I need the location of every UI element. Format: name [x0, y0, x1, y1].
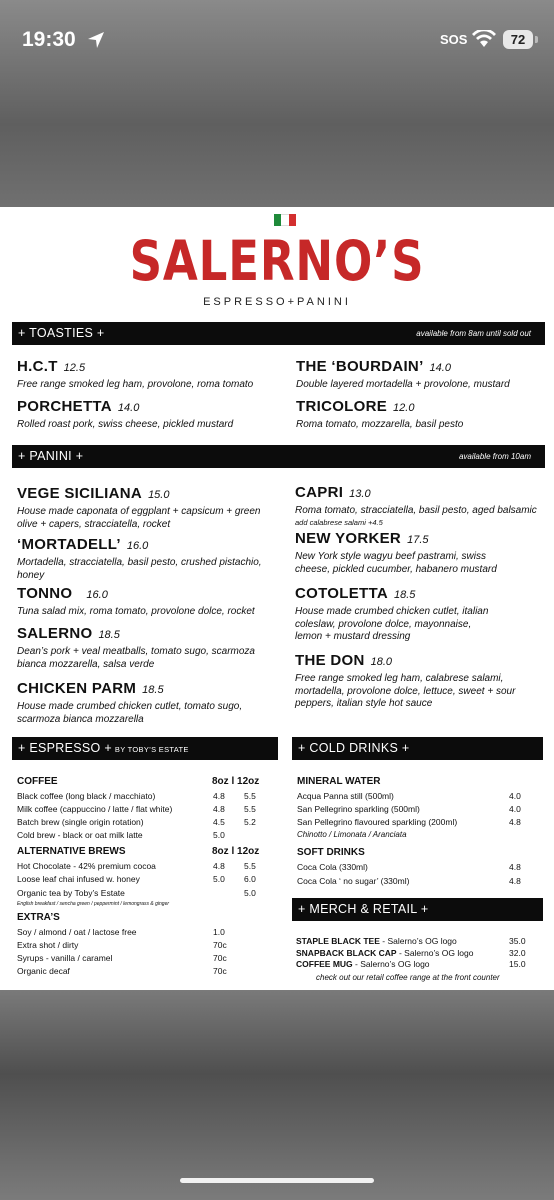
soft-price: 4.8 [509, 862, 521, 872]
extra-row: Extra shot / dirty [17, 940, 79, 950]
extra-row: Organic decaf [17, 966, 70, 976]
cold-drinks-header [292, 737, 543, 760]
desc: House made crumbed chicken cutlet, italian coleslaw, provolone dolce, mayonnaise, lemon + mustard dressing [295, 606, 489, 642]
tagline: ESPRESSO+PANINI [203, 296, 351, 308]
price-large: 5.5 [244, 804, 256, 814]
price-large: 5.5 [244, 861, 256, 871]
soft-row: Coca Cola ‘ no sugar’ (330ml) [297, 876, 410, 886]
price-large: 5.2 [244, 817, 256, 827]
extra-price: 70c [213, 953, 227, 963]
merch-note: check out our retail coffee range at the front counter [316, 973, 500, 982]
location-arrow-icon [86, 30, 106, 55]
water-row: San Pellegrino sparkling (500ml) [297, 804, 420, 814]
coffee-row: Batch brew (single origin rotation) [17, 817, 144, 827]
note: available from 8am until sold out [416, 329, 531, 338]
extra-price: 70c [213, 940, 227, 950]
soft-drinks-heading: SOFT DRINKS [297, 847, 365, 858]
merch-row [296, 959, 430, 969]
toasties-header [12, 322, 545, 345]
desc: - Salerno’s OG logo [379, 936, 457, 946]
blurred-background-bottom [0, 990, 554, 1200]
title: + COLD DRINKS + [298, 741, 410, 755]
price: 16.0 [86, 589, 108, 601]
price: 13.0 [349, 488, 371, 500]
name: THE DON [295, 652, 365, 669]
name: CHICKEN PARM [17, 680, 137, 697]
extra-price: 70c [213, 966, 227, 976]
panini-header [12, 445, 545, 468]
menu-item [296, 358, 546, 392]
alt-row: Loose leaf chai infused w. honey [17, 874, 140, 884]
water-price: 4.8 [509, 817, 521, 827]
battery-icon: 72 [503, 30, 533, 49]
status-bar [0, 26, 554, 56]
menu-item [295, 585, 495, 644]
merch-price: 15.0 [509, 959, 526, 969]
desc: - Salerno’s OG logo [396, 948, 474, 958]
water-price: 4.0 [509, 804, 521, 814]
menu-item [17, 398, 277, 432]
name: COFFEE MUG [296, 959, 353, 969]
alt-size-heading: 8oz l 12oz [212, 846, 260, 857]
sos-indicator: SOS [440, 32, 468, 47]
battery-tip [535, 36, 538, 43]
price-small: 4.8 [213, 791, 225, 801]
merch-row [296, 936, 457, 946]
water-row: San Pellegrino flavoured sparkling (200ml) [297, 817, 458, 827]
name: NEW YORKER [295, 530, 402, 547]
coffee-row: Milk coffee (cappuccino / latte / flat white) [17, 804, 173, 814]
desc: New York style wagyu beef pastrami, swiss cheese, pickled cucumber, habanero mustard [295, 551, 497, 575]
price-small: 4.5 [213, 817, 225, 827]
name: STAPLE BLACK TEE [296, 936, 380, 946]
italian-flag-icon [274, 214, 296, 226]
desc: Mortadella, stracciatella, basil pesto, crushed pistachio, honey [17, 557, 262, 581]
price-small: 5.0 [213, 874, 225, 884]
name: COTOLETTA [295, 585, 388, 602]
price: 18.5 [393, 589, 416, 601]
extra-price: 1.0 [213, 927, 225, 937]
coffee-row: Black coffee (long black / macchiato) [17, 791, 156, 801]
water-price: 4.0 [509, 791, 521, 801]
clock: 19:30 [22, 28, 76, 51]
merch-header [292, 898, 543, 921]
price-small: 4.8 [213, 861, 225, 871]
desc: - Salerno’s OG logo [352, 959, 430, 969]
menu-item [17, 358, 277, 392]
merch-row [296, 948, 473, 958]
desc: Double layered mortadella + provolone, mustard [296, 379, 510, 390]
price: 18.5 [98, 629, 120, 641]
price: 15.0 [148, 489, 170, 501]
menu-item [296, 398, 546, 432]
logo: SALERNO’S [129, 229, 425, 293]
merch-price: 35.0 [509, 936, 526, 946]
wifi-icon [472, 30, 496, 53]
tea-note: English breakfast / sencha green / peppermint / lemongrass & ginger [17, 901, 170, 907]
desc: Rolled roast pork, swiss cheese, pickled mustard [17, 419, 234, 430]
price: 14.0 [117, 402, 140, 414]
menu-item [17, 536, 277, 582]
desc: Free range smoked leg ham, calabrese salami, mortadella, provolone dolce, lettuce, sweet + sour peppers, italian style hot sauce [295, 673, 516, 709]
note: add calabrese salami +4.5 [295, 517, 383, 527]
coffee-heading: COFFEE [17, 776, 58, 787]
alt-row: Hot Chocolate - 42% premium cocoa [17, 861, 156, 871]
menu-item [17, 485, 277, 531]
name: CAPRI [295, 484, 344, 501]
desc: Dean’s pork + veal meatballs, tomato sugo, scarmoza bianca mozzarella, salsa verde [17, 646, 255, 670]
extra-row: Syrups - vanilla / caramel [17, 953, 113, 963]
soft-row: Coca Cola (330ml) [297, 862, 368, 872]
desc: Free range smoked leg ham, provolone, roma tomato [17, 379, 254, 390]
name: PORCHETTA [17, 398, 112, 415]
water-heading: MINERAL WATER [297, 776, 381, 787]
name: ‘MORTADELL’ [17, 536, 121, 553]
name: SALERNO [17, 625, 93, 642]
desc: Roma tomato, mozzarella, basil pesto [296, 419, 464, 430]
flavours-note: Chinotto / Limonata / Aranciata [297, 830, 407, 839]
title: + TOASTIES + [18, 326, 105, 340]
coffee-row: Cold brew - black or oat milk latte [17, 830, 143, 840]
home-indicator[interactable] [180, 1178, 374, 1183]
price-small: 5.0 [213, 830, 225, 840]
title: + PANINI + [18, 449, 84, 463]
menu-item [295, 652, 535, 711]
extras-heading: EXTRA’S [17, 912, 60, 923]
price-large: 5.0 [244, 888, 256, 898]
price: 16.0 [126, 540, 149, 552]
extra-row: Soy / almond / oat / lactose free [17, 927, 137, 937]
price: 17.5 [407, 534, 429, 546]
price: 12.5 [63, 362, 86, 374]
menu-image[interactable] [0, 207, 554, 990]
title: + MERCH & RETAIL + [298, 902, 429, 916]
menu-item [295, 530, 505, 576]
menu-item [17, 680, 277, 726]
price-large: 5.5 [244, 791, 256, 801]
alt-brews-heading: ALTERNATIVE BREWS [17, 846, 126, 857]
desc: House made crumbed chicken cutlet, tomato sugo, scarmoza bianca mozzarella [17, 701, 243, 725]
price: 18.5 [142, 684, 164, 696]
menu-item [295, 484, 550, 527]
price: 14.0 [429, 362, 451, 374]
menu-item [17, 625, 277, 671]
desc: Tuna salad mix, roma tomato, provolone dolce, rocket [17, 606, 255, 617]
merch-price: 32.0 [509, 948, 526, 958]
alt-row: Organic tea by Toby’s Estate [17, 888, 125, 898]
title: + ESPRESSO + [18, 741, 112, 755]
price-large: 6.0 [244, 874, 256, 884]
price: 18.0 [370, 656, 393, 668]
subtitle: BY TOBY’S ESTATE [114, 745, 189, 754]
name: THE ‘BOURDAIN’ [296, 358, 424, 375]
name: VEGE SICILIANA [17, 485, 143, 502]
price-small: 4.8 [213, 804, 225, 814]
espresso-header [12, 737, 278, 760]
desc: House made caponata of eggplant + capsicum + green olive + capers, stracciatella, rocket [17, 506, 261, 530]
name: H.C.T [17, 358, 58, 375]
name: TONNO [17, 585, 73, 602]
water-row: Acqua Panna still (500ml) [297, 791, 394, 801]
note: available from 10am [458, 452, 531, 461]
name: TRICOLORE [296, 398, 388, 415]
size-heading: 8oz l 12oz [212, 776, 260, 787]
price: 12.0 [393, 402, 415, 414]
name: SNAPBACK BLACK CAP [296, 948, 397, 958]
soft-price: 4.8 [509, 876, 521, 886]
desc: Roma tomato, stracciatella, basil pesto, aged balsamic [295, 505, 537, 516]
menu-item [17, 585, 277, 619]
